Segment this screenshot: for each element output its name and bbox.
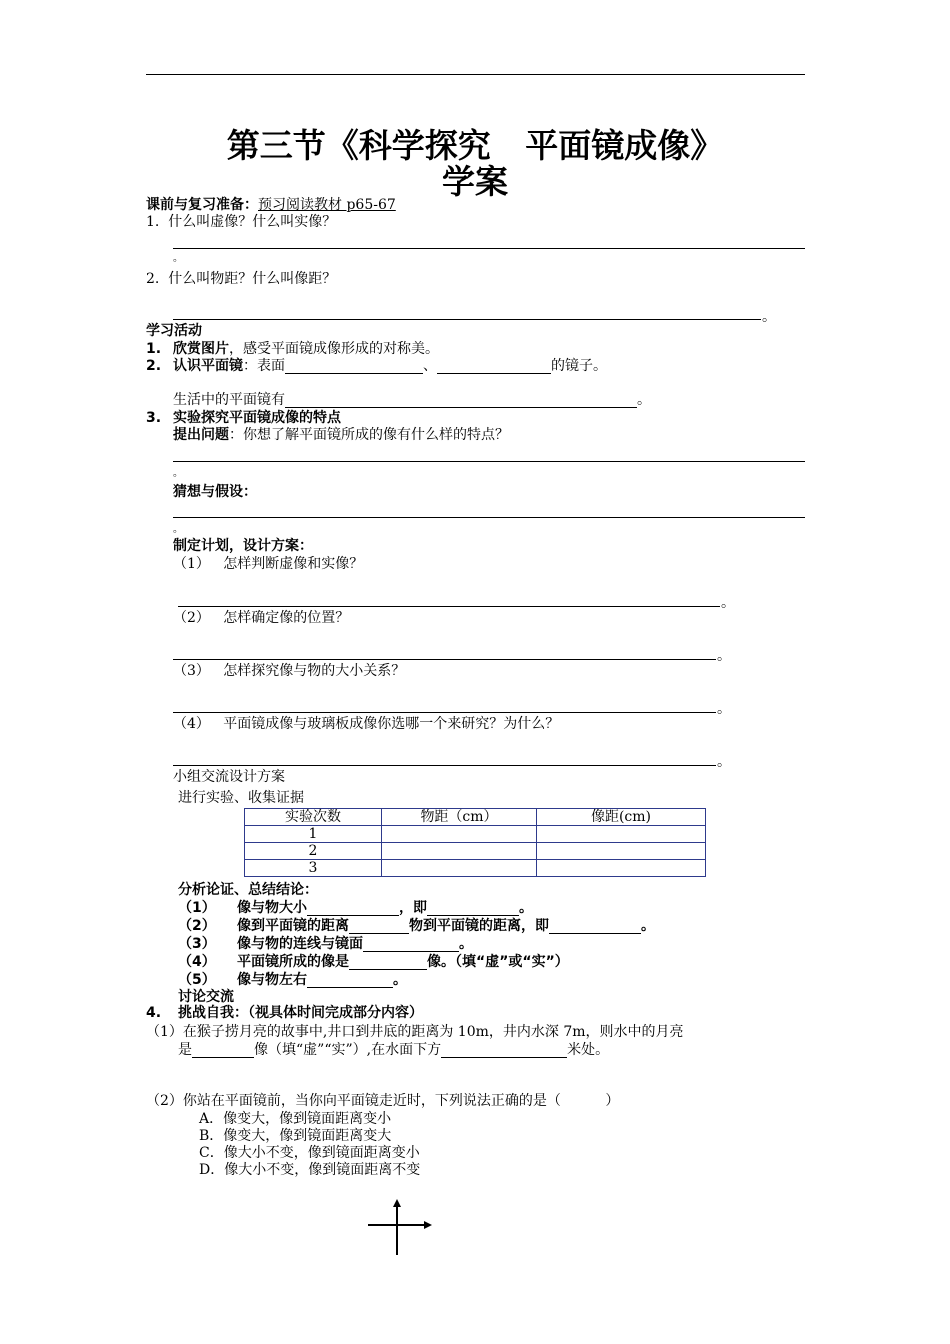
discuss-label: 讨论交流 bbox=[178, 989, 234, 1005]
table-cell: 3 bbox=[245, 860, 382, 877]
conclusion-3: （3） 像与物的连线与镜面 。 bbox=[178, 936, 473, 952]
answer-line bbox=[178, 606, 720, 607]
conclusion-4: （4） 平面镜所成的像是 像。（填“虚”或“实”） bbox=[178, 954, 569, 970]
table-cell: 1 bbox=[245, 826, 382, 843]
end-mark: 。 bbox=[721, 595, 735, 611]
table-cell[interactable] bbox=[382, 843, 537, 860]
blank-c1-a[interactable] bbox=[307, 901, 399, 916]
header-rule bbox=[146, 74, 805, 75]
challenge-q2: （2）你站在平面镜前，当你向平面镜走近时，下列说法正确的是（ ） bbox=[146, 1093, 620, 1109]
prep-question-2: 2. 什么叫物距？什么叫像距？ bbox=[146, 271, 337, 287]
life-mirror-line: 生活中的平面镜有 。 bbox=[173, 392, 651, 408]
guess-label: 猜想与假设： bbox=[173, 484, 257, 500]
table-row bbox=[245, 860, 706, 877]
page-subtitle: 学案 bbox=[442, 162, 508, 201]
option-b[interactable]: B．像变大，像到镜面距离变大 bbox=[199, 1128, 392, 1144]
answer-line bbox=[173, 517, 805, 518]
experiment-label: 进行实验、收集证据 bbox=[178, 790, 304, 806]
conclusion-5: （5） 像与物左右 。 bbox=[178, 972, 407, 988]
conclusion-2: （2） 像到平面镜的距离 物到平面镜的距离，即 。 bbox=[178, 918, 655, 934]
option-a[interactable]: A．像变大，像到镜面距离变小 bbox=[199, 1111, 392, 1127]
answer-line bbox=[173, 659, 716, 660]
analysis-label: 分析论证、总结结论： bbox=[178, 882, 318, 898]
answer-line bbox=[173, 461, 805, 462]
option-c[interactable]: C．像大小不变，像到镜面距离变小 bbox=[199, 1145, 420, 1161]
blank-c5[interactable] bbox=[307, 973, 393, 988]
table-cell[interactable] bbox=[382, 860, 537, 877]
challenge-q1-line2: 是 像（填“虚”“实”）,在水面下方 米处。 bbox=[178, 1042, 610, 1058]
group-discuss: 小组交流设计方案 bbox=[173, 769, 285, 785]
crosshair-icon bbox=[364, 1199, 434, 1259]
end-mark: 。 bbox=[173, 253, 183, 264]
table-header: 像距(cm) bbox=[537, 809, 706, 826]
page-title: 第三节《科学探究 平面镜成像》 bbox=[226, 126, 724, 165]
blank-c2-b[interactable] bbox=[549, 919, 641, 934]
table-cell: 2 bbox=[245, 843, 382, 860]
question-line: 提出问题：你想了解平面镜所成的像有什么样的特点？ bbox=[173, 427, 509, 443]
table-cell[interactable] bbox=[382, 826, 537, 843]
prep-text: 预习阅读教材 p65-67 bbox=[258, 197, 396, 213]
activity-item-1: 1. 欣赏图片，感受平面镜成像形成的对称美。 bbox=[146, 341, 439, 357]
blank-c2-a[interactable] bbox=[349, 919, 409, 934]
plan-question-1: （1） 怎样判断虚像和实像？ bbox=[173, 556, 364, 572]
item2-label: 认识平面镜 bbox=[173, 358, 243, 374]
end-mark: 。 bbox=[762, 309, 776, 325]
item3-label: 实验探究平面镜成像的特点 bbox=[173, 410, 341, 426]
end-mark: 。 bbox=[717, 648, 731, 664]
prep-question-1: 1. 什么叫虚像？什么叫实像？ bbox=[146, 214, 337, 230]
prep-label: 课前与复习准备： bbox=[146, 197, 258, 213]
blank-q1-a[interactable] bbox=[192, 1043, 254, 1058]
end-mark: 。 bbox=[173, 524, 183, 535]
blank-q1-b[interactable] bbox=[441, 1043, 567, 1058]
challenge-q1-line1: （1）在猴子捞月亮的故事中,井口到井底的距离为 10m，井内水深 7m，则水中的月亮 bbox=[146, 1024, 684, 1040]
blank-surface-2[interactable] bbox=[437, 359, 551, 374]
plan-question-2: （2） 怎样确定像的位置？ bbox=[173, 610, 350, 626]
end-mark: 。 bbox=[717, 754, 731, 770]
activity-item-3: 3. 实验探究平面镜成像的特点 bbox=[146, 410, 341, 426]
table-header-row bbox=[245, 809, 706, 826]
table-cell[interactable] bbox=[537, 826, 706, 843]
table-row bbox=[245, 826, 706, 843]
activity-heading: 学习活动 bbox=[146, 323, 202, 339]
table-row bbox=[245, 843, 706, 860]
blank-c4[interactable] bbox=[349, 955, 427, 970]
plan-question-4: （4） 平面镜成像与玻璃板成像你选哪一个来研究？为什么？ bbox=[173, 716, 560, 732]
activity-item-2: 2. 认识平面镜：表面 、 的镜子。 bbox=[146, 358, 607, 374]
table-cell[interactable] bbox=[537, 843, 706, 860]
blank-c1-b[interactable] bbox=[427, 901, 519, 916]
table-cell[interactable] bbox=[537, 860, 706, 877]
blank-c3[interactable] bbox=[363, 937, 459, 952]
item1-text: ，感受平面镜成像形成的对称美。 bbox=[229, 341, 439, 357]
prep-line bbox=[146, 197, 396, 213]
answer-line bbox=[173, 712, 716, 713]
challenge-heading: 4. 挑战自我：（视具体时间完成部分内容） bbox=[146, 1005, 423, 1021]
blank-surface-1[interactable] bbox=[285, 359, 423, 374]
table-header: 物距（cm） bbox=[382, 809, 537, 826]
conclusion-1: （1） 像与物大小 ，即 。 bbox=[178, 900, 533, 916]
plan-label: 制定计划，设计方案： bbox=[173, 538, 313, 554]
answer-line bbox=[173, 248, 805, 249]
experiment-table bbox=[244, 808, 706, 877]
end-mark: 。 bbox=[173, 468, 183, 479]
end-mark: 。 bbox=[717, 701, 731, 717]
plan-question-3: （3） 怎样探究像与物的大小关系？ bbox=[173, 663, 406, 679]
option-d[interactable]: D．像大小不变，像到镜面距离不变 bbox=[199, 1162, 421, 1178]
item1-label: 欣赏图片 bbox=[173, 341, 229, 357]
answer-line bbox=[173, 765, 716, 766]
table-header: 实验次数 bbox=[245, 809, 382, 826]
blank-life-mirror[interactable] bbox=[285, 393, 637, 408]
answer-line bbox=[173, 319, 761, 320]
